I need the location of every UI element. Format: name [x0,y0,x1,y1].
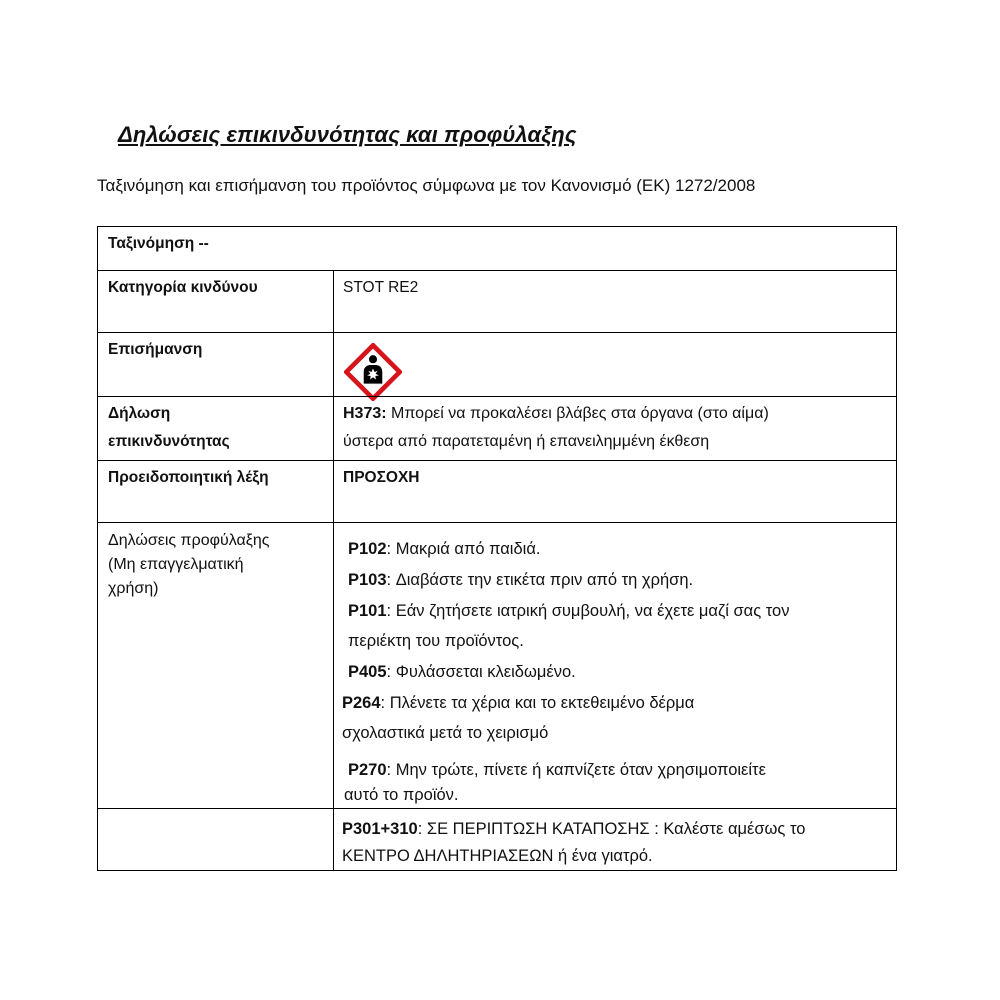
table-row-hazard-statement [97,396,897,461]
precautionary-statement-continued: περιέκτη του προϊόντος. [348,632,524,650]
signal-word-value: ΠΡΟΣΟΧΗ [343,469,420,486]
table-bottom-border [97,870,897,871]
hazard-statement-label-line-1: Δήλωση [108,405,171,422]
precautionary-statement: P101: Εάν ζητήσετε ιατρική συμβουλή, να έχετε μαζί σας τον [348,602,790,620]
health-hazard-pictogram-icon [344,343,402,401]
regulation-subtitle: Ταξινόμηση και επισήμανση του προϊόντος σύμφωνα με τον Κανονισμό (ΕΚ) 1272/2008 [97,176,756,195]
precautionary-statement-continued: σχολαστικά μετά το χειρισμό [342,724,549,742]
table-row-precautionary-statements [97,522,897,809]
table-row-hazard-category [97,270,897,333]
hazard-category-value: STOT RE2 [343,279,419,296]
precautionary-statement: P103: Διαβάστε την ετικέτα πριν από τη χρήση. [348,571,694,589]
precautionary-label-line-2: (Μη επαγγελματική [108,556,244,573]
precautionary-statement-continued: αυτό το προϊόν. [344,786,459,804]
hazard-statement-text: Μπορεί να προκαλέσει βλάβες στα όργανα (στο αίμα) [386,405,769,422]
precautionary-statement-continued: ΚΕΝΤΡΟ ΔΗΛΗΤΗΡΙΑΣΕΩΝ ή ένα γιατρό. [342,847,653,865]
labelling-label: Επισήμανση [108,341,203,358]
table-row-classification [97,226,897,271]
precautionary-statement: P405: Φυλάσσεται κλειδωμένο. [348,663,576,681]
hazard-statement-label-line-2: επικινδυνότητας [108,433,230,450]
table-row-labelling [97,332,897,397]
precautionary-statement: P301+310: ΣΕ ΠΕΡΙΠΤΩΣΗ ΚΑΤΑΠΟΣΗΣ : Καλέστε αμέσως το [342,820,806,838]
page-title: Δηλώσεις επικινδυνότητας και προφύλαξης [118,122,577,147]
precautionary-label-line-1: Δηλώσεις προφύλαξης [108,532,270,549]
table-row-precautionary-continued [97,808,897,871]
hazard-category-label: Κατηγορία κινδύνου [108,279,258,296]
table-row-signal-word [97,460,897,523]
precautionary-statement: P264: Πλένετε τα χέρια και το εκτεθειμένο δέρμα [342,694,695,712]
hazard-statement-code: H373: [343,405,387,422]
hazard-statement-text-continued: ύστερα από παρατεταμένη ή επανειλημμένη έκθεση [343,433,710,450]
precautionary-statement: P270: Μην τρώτε, πίνετε ή καπνίζετε όταν χρησιμοποιείτε [348,761,766,779]
signal-word-label: Προειδοποιητική λέξη [108,469,269,486]
precautionary-label-line-3: χρήση) [108,580,159,597]
precautionary-statement: P102: Μακριά από παιδιά. [348,540,541,558]
classification-label: Ταξινόμηση -- [108,235,209,252]
